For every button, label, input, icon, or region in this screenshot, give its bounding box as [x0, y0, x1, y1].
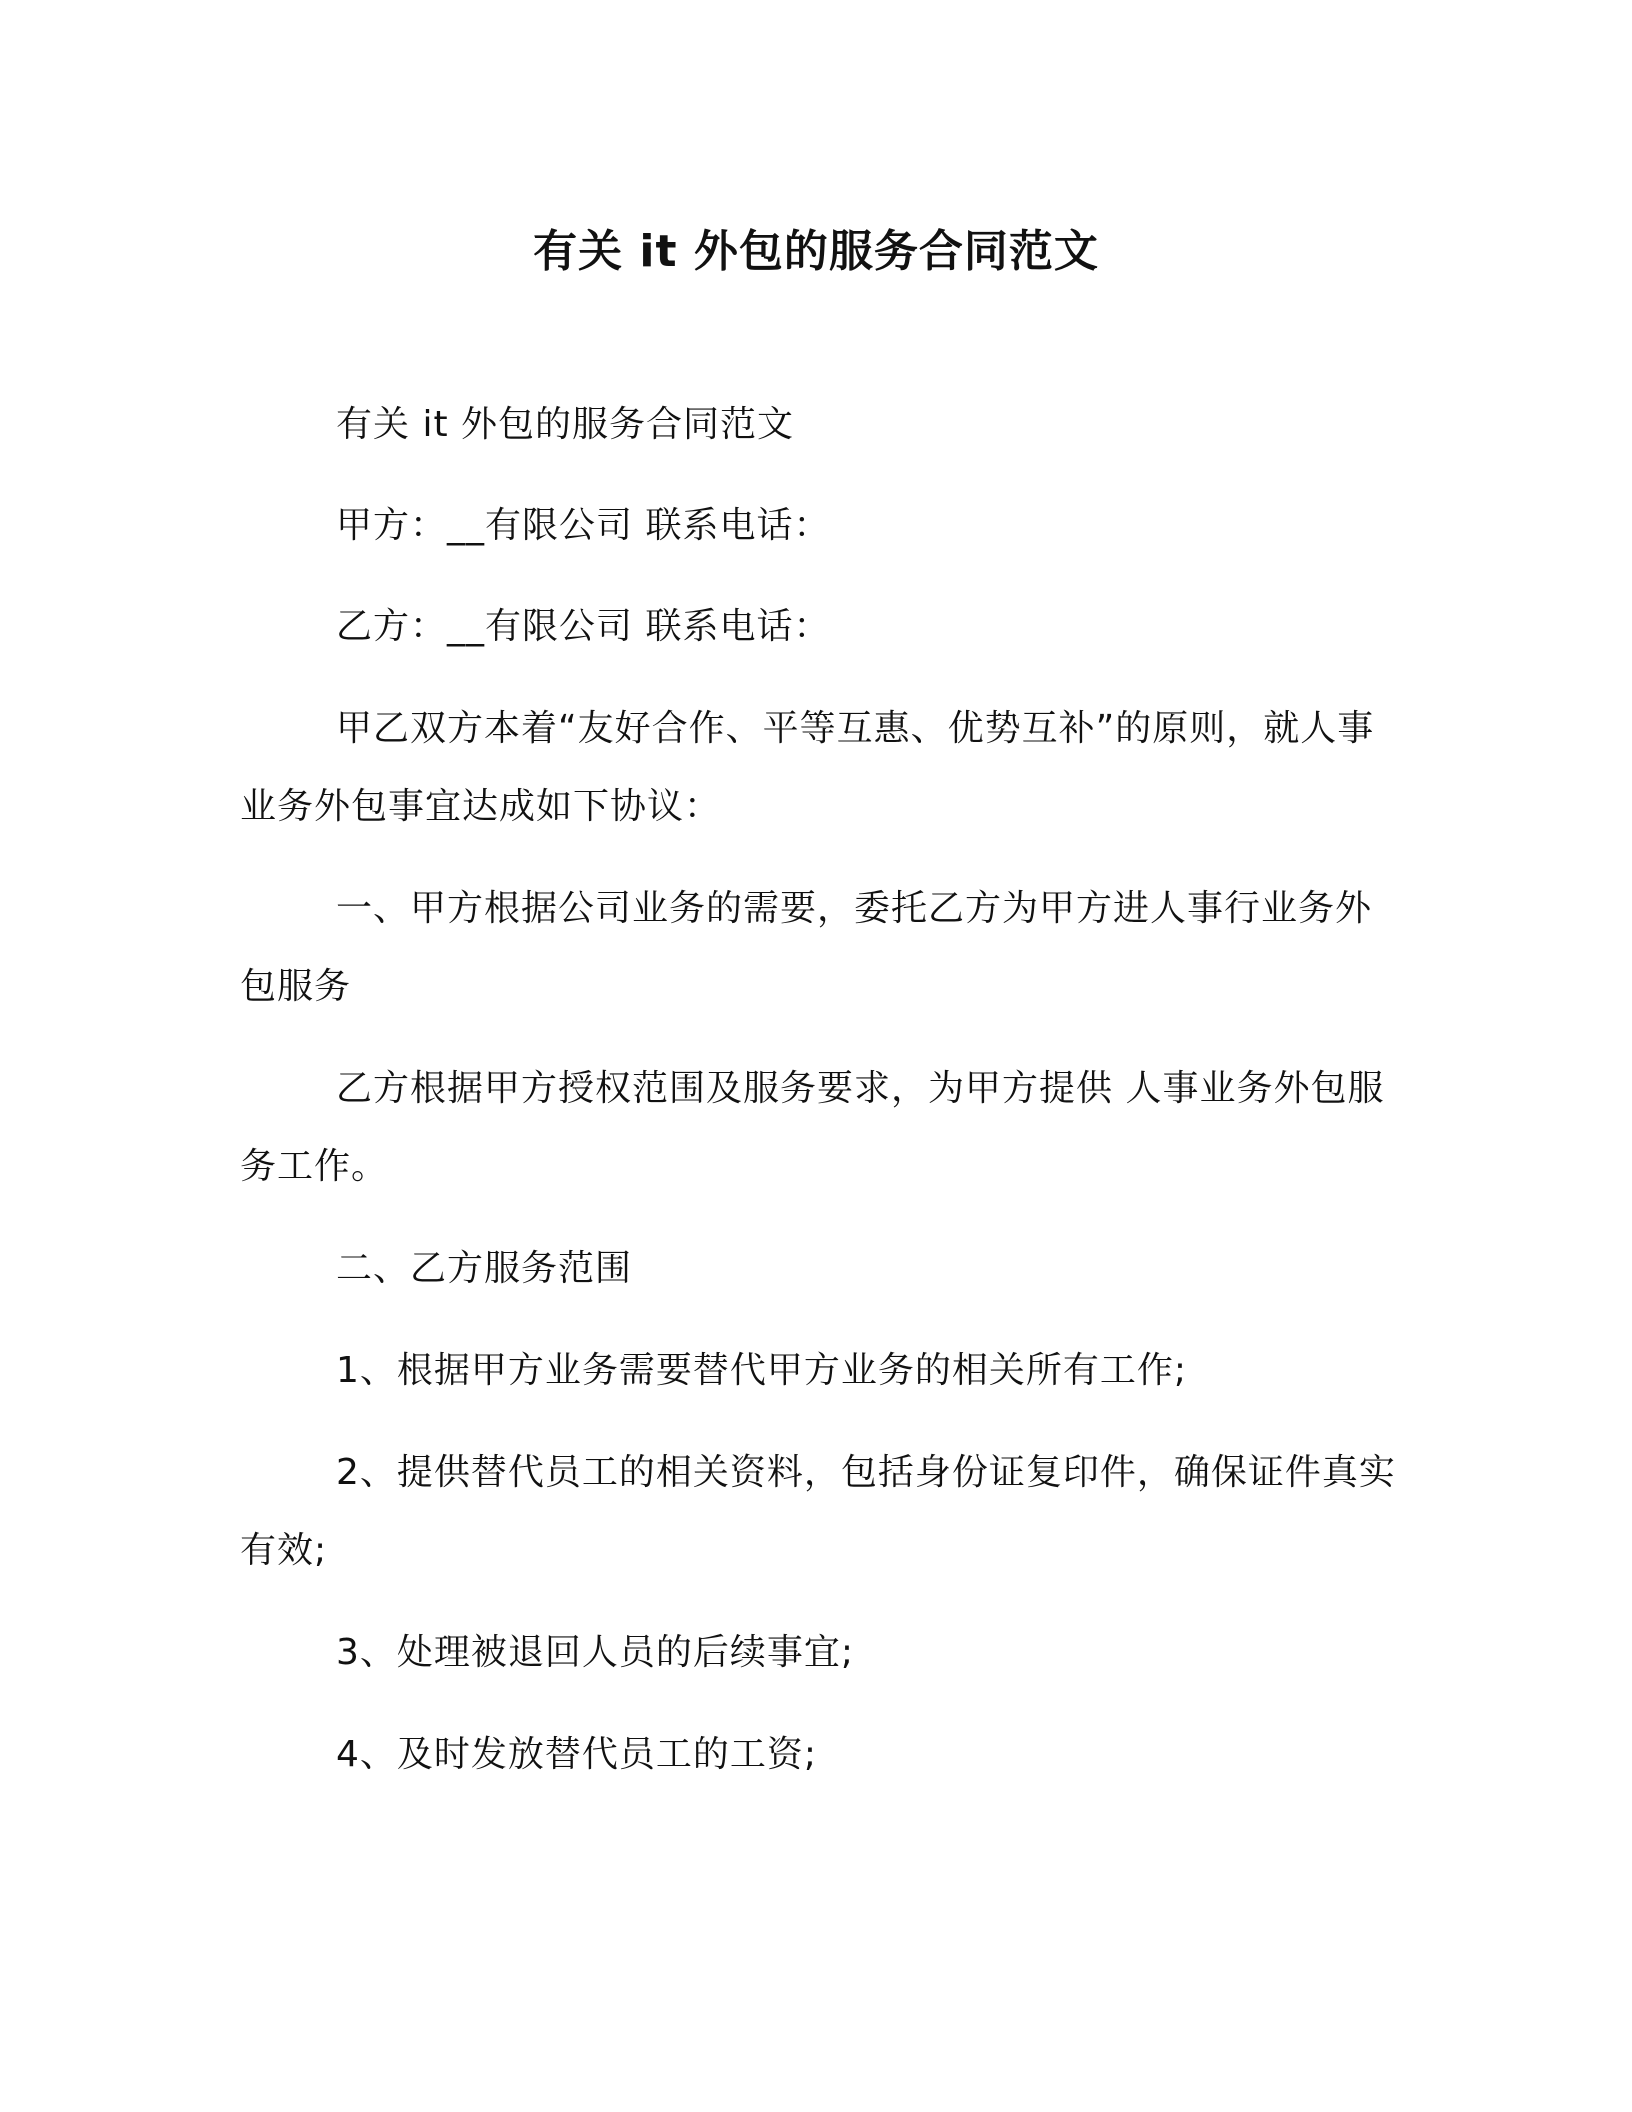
document-title: 有关 it 外包的服务合同范文 — [533, 226, 1099, 277]
paragraph-preamble: 甲乙双方本着“友好合作、平等互惠、优势互补”的原则，就人事业务外包事宜达成如下协议： — [240, 708, 1375, 827]
paragraph-item-2: 2、提供替代员工的相关资料，包括身份证复印件，确保证件真实有效; — [240, 1452, 1396, 1571]
paragraph-party-b: 乙方：__有限公司 联系电话： — [336, 606, 831, 647]
paragraph-item-4: 4、及时发放替代员工的工资; — [336, 1734, 818, 1775]
paragraph-subtitle: 有关 it 外包的服务合同范文 — [336, 404, 795, 445]
paragraph-party-a: 甲方：__有限公司 联系电话： — [336, 505, 831, 546]
paragraph-item-1: 1、根据甲方业务需要替代甲方业务的相关所有工作; — [336, 1350, 1188, 1391]
paragraph-clause-1: 一、甲方根据公司业务的需要，委托乙方为甲方进人事行业务外包服务 — [240, 888, 1373, 1007]
paragraph-clause-2-heading: 二、乙方服务范围 — [336, 1248, 633, 1289]
paragraph-clause-1-detail: 乙方根据甲方授权范围及服务要求，为甲方提供 人事业务外包服务工作。 — [240, 1068, 1385, 1187]
paragraph-item-3: 3、处理被退回人员的后续事宜; — [336, 1632, 855, 1673]
